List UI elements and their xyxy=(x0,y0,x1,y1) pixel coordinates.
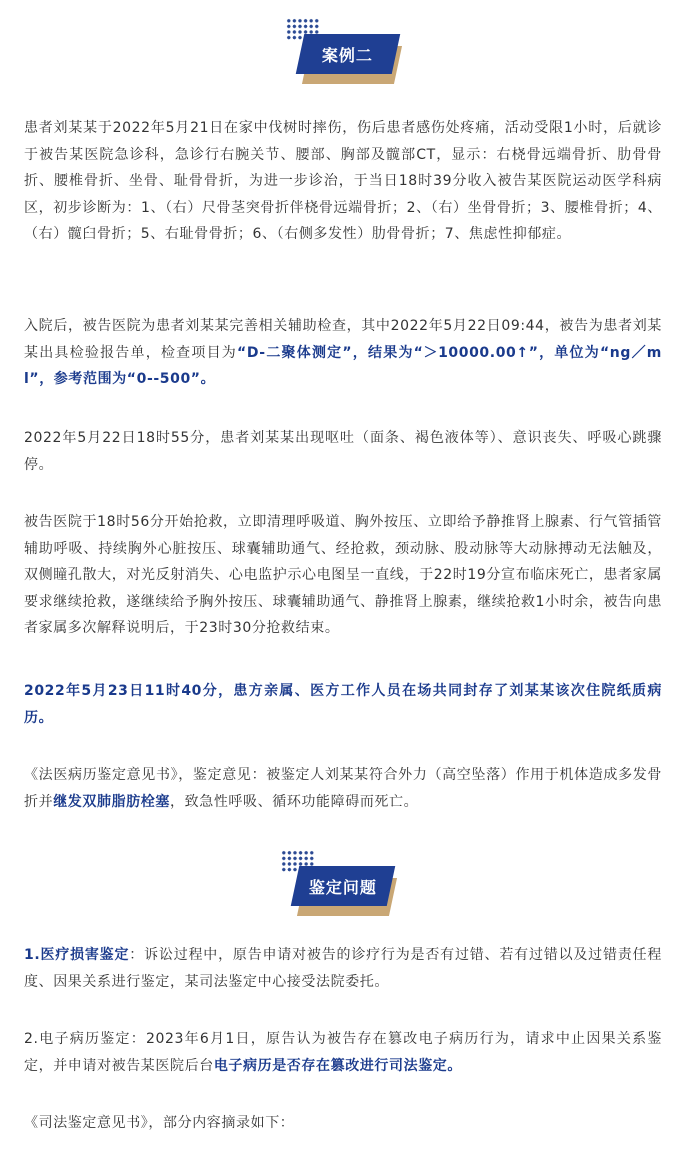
case-paragraph-lab-test xyxy=(24,313,662,393)
paragraph-text: ，致急性呼吸、循环功能障碍而死亡。 xyxy=(170,793,419,810)
paragraph-text: 入院后，被告医院为患者刘某某完善相关辅助检查，其中2022年5月22日09:44，被告为患者刘某某出具检验报告单，检查项目为 xyxy=(24,318,662,361)
issue-paragraph-excerpt-intro xyxy=(24,1110,662,1137)
case-paragraph-forensic-opinion xyxy=(24,762,662,815)
case-paragraph-arrest xyxy=(24,425,662,478)
highlight-text: 电子病历是否存在篡改进行司法鉴定。 xyxy=(213,1057,463,1074)
paragraph-text: 被告医院于18时56分开始抢救，立即清理呼吸道、胸外按压、立即给予静推肾上腺素、行气管插管辅助呼吸、持续胸外心脏按压、球囊辅助通气、经抢救，颈动脉、股动脉等大动脉搏动无法触及，双侧瞳孔散大，对光反射消失、心电监护示心电图呈一直线，于22时19分宣布临床死亡，患者家属要求继续抢救，遂继续给予胸外按压、球囊辅助通气、静推肾上腺素，继续抢救1小时余，被告向患者家属多次解释说明后，于23时30分抢救结束。 xyxy=(24,514,662,636)
case-paragraph-injury xyxy=(24,115,662,248)
case-paragraph-rescue xyxy=(24,509,662,642)
paragraph-text: 2022年5月22日18时55分，患者刘某某出现呕吐（面条、褐色液体等）、意识丧失、呼吸心跳骤停。 xyxy=(24,430,662,473)
paragraph-text: 《法医病历鉴定意见书》，鉴定意见：被鉴定人刘某某符合外力（高空坠落）作用于机体造成多发骨折并 xyxy=(24,767,662,810)
case-paragraph-sealed-records xyxy=(24,678,662,731)
highlight-text: 2022年5月23日11时40分，患方亲属、医方工作人员在场共同封存了刘某某该次住院纸质病历。 xyxy=(24,683,662,726)
paragraph-text: 患者刘某某于2022年5月21日在家中伐树时摔伤，伤后患者感伤处疼痛，活动受限1小时，后就诊于被告某医院急诊科，急诊行右腕关节、腰部、胸部及髋部CT，显示：右桡骨远端骨折、肋骨骨折、腰椎骨折、坐骨、耻骨骨折，为进一步诊治，于当日18时39分收入被告某医院运动医学科病区，初步诊断为：1、（右）尺骨茎突骨折伴桡骨远端骨折；2、（右）坐骨骨折；3、腰椎骨折；4、（右）髋臼骨折；5、右耻骨骨折；6、（右侧多发性）肋骨骨折；7、焦虑性抑郁症。 xyxy=(24,120,662,242)
section-header-case-two xyxy=(278,18,408,84)
section-title-box xyxy=(291,866,396,906)
paragraph-text: ：诉讼过程中，原告申请对被告的诊疗行为是否有过错、若有过错以及过错责任程度、因果关系进行鉴定，某司法鉴定中心接受法院委托。 xyxy=(24,947,662,990)
issue-paragraph-electronic-records xyxy=(24,1026,662,1079)
section-title-box xyxy=(296,34,401,74)
highlight-text: 继发双肺脂肪栓塞 xyxy=(53,793,171,810)
section-title: 案例二 xyxy=(322,45,374,65)
highlight-text: 1.医疗损害鉴定 xyxy=(24,947,130,963)
issue-paragraph-medical-damage xyxy=(24,942,662,995)
highlight-text: “D-二聚体测定”，结果为“＞10000.00↑”，单位为“ng／ml”，参考范围为“0--500”。 xyxy=(24,344,662,387)
section-header-appraisal-issues xyxy=(273,850,403,916)
section-title: 鉴定问题 xyxy=(308,877,377,897)
paragraph-text: 《司法鉴定意见书》，部分内容摘录如下： xyxy=(24,1115,295,1131)
paragraph-text: 2.电子病历鉴定：2023年6月1日，原告认为被告存在篡改电子病历行为，请求中止因果关系鉴定，并申请对被告某医院后台 xyxy=(24,1031,662,1074)
